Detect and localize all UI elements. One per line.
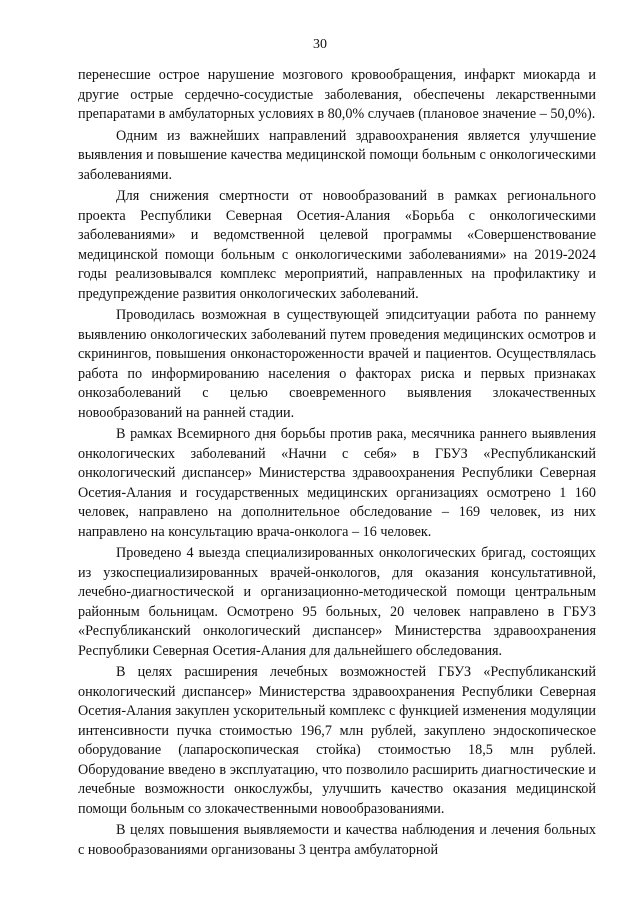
paragraph-3: Для снижения смертности от новообразований в рамках регионального проекта Республики Северная Осетия-Алания «Борьба с онкологическими заболеваниями» и ведомственной целевой программы «Совершенствование медицинской помощи больным с онкологическими заболеваниями» на 2019-2024 годы реализовывался комплекс мероприятий, направленных на профилактику и предупреждение развития онкологических заболеваний. bbox=[78, 188, 596, 302]
paragraph-5: В рамках Всемирного дня борьбы против рака, месячника раннего выявления онкологических заболеваний «Начни с себя» в ГБУЗ «Республиканский онкологический диспансер» Министерства здравоохранения Республики Северная Осетия-Алания и государственных медицинских организациях осмотрено 1 160 человек, направлено на дополнительное обследование – 169 человек, из них направлено на консультацию врача-онколога – 16 человек. bbox=[78, 426, 596, 540]
paragraph-4: Проводилась возможная в существующей эпидситуации работа по раннему выявлению онкологических заболеваний путем проведения медицинских осмотров и скринингов, повышения онконастороженности врачей и пациентов. Осуществлялась работа по информированию населения о факторах риска и первых признаках онкозаболеваний с целью своевременного выявления злокачественных новообразований на ранней стадии. bbox=[78, 307, 596, 421]
page-number: 30 bbox=[313, 37, 327, 52]
paragraph-8: В целях повышения выявляемости и качества наблюдения и лечения больных с новообразованиями организованы 3 центра амбулаторной bbox=[78, 822, 596, 858]
paragraph-1: перенесшие острое нарушение мозгового кровообращения, инфаркт миокарда и другие острые сердечно-сосудистые заболевания, обеспечены лекарственными препаратами в амбулаторных условиях в 80,0% случаев (плановое значение – 50,0%). bbox=[78, 67, 596, 122]
paragraph-6: Проведено 4 выезда специализированных онкологических бригад, состоящих из узкоспециализированных врачей-онкологов, для оказания консультативной, лечебно-диагностической и организационно-методической помощи центральным районным больницам. Осмотрено 95 больных, 20 человек направлено в ГБУЗ «Республиканский онкологический диспансер» Министерства здравоохранения Республики Северная Осетия-Алания для дальнейшего обследования. bbox=[78, 545, 596, 659]
document-body bbox=[78, 66, 596, 862]
paragraph-7: В целях расширения лечебных возможностей ГБУЗ «Республиканский онкологический диспансер» Министерства здравоохранения Республики Северная Осетия-Алания закуплен ускорительный комплекс с функцией изменения модуляции интенсивности пучка стоимостью 196,7 млн рублей, закуплено эндоскопическое оборудование (лапароскопическая стойка) стоимостью 18,5 млн рублей. Оборудование введено в эксплуатацию, что позволило расширить диагностические и лечебные возможности онкослужбы, улучшить качество оказания медицинской помощи больным со злокачественными новообразованиями. bbox=[78, 664, 596, 817]
paragraph-2: Одним из важнейших направлений здравоохранения является улучшение выявления и повышение качества медицинской помощи больным с онкологическими заболеваниями. bbox=[78, 127, 596, 183]
